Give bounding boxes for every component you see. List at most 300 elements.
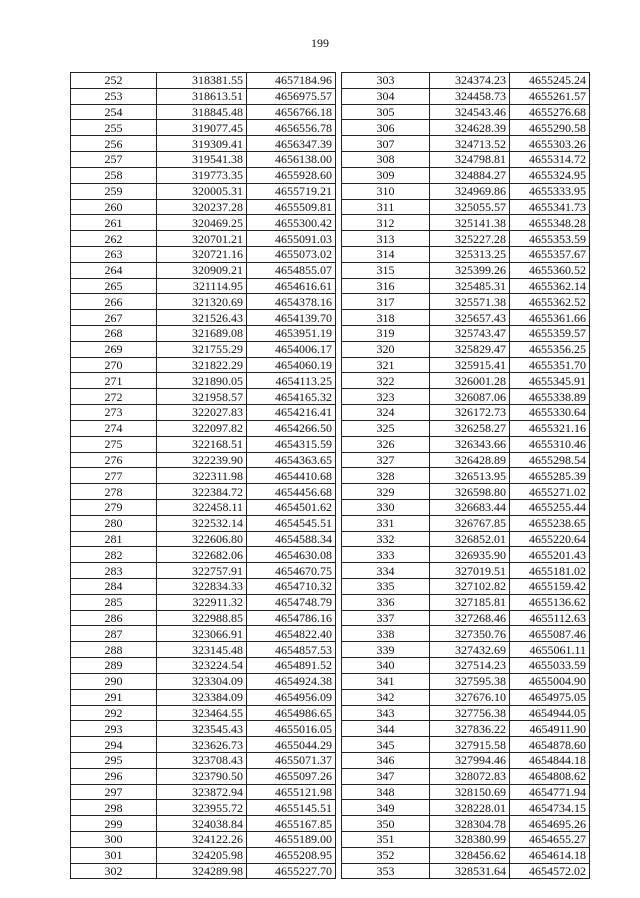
x-coordinate-cell: 328456.62 xyxy=(430,847,510,863)
point-number-cell: 304 xyxy=(342,88,430,104)
x-coordinate-cell: 327268.46 xyxy=(430,610,510,626)
y-coordinate-cell: 4655087.46 xyxy=(510,626,590,642)
point-number-cell: 288 xyxy=(71,642,157,658)
x-coordinate-cell: 328072.83 xyxy=(430,768,510,784)
y-coordinate-cell: 4655314.72 xyxy=(510,152,590,168)
x-coordinate-cell: 321755.29 xyxy=(157,341,247,357)
y-coordinate-cell: 4655071.37 xyxy=(247,752,336,768)
y-coordinate-cell: 4655362.14 xyxy=(510,278,590,294)
x-coordinate-cell: 323464.55 xyxy=(157,705,247,721)
y-coordinate-cell: 4655061.11 xyxy=(510,642,590,658)
x-coordinate-cell: 326258.27 xyxy=(430,420,510,436)
table-row xyxy=(71,737,336,753)
point-number-cell: 344 xyxy=(342,721,430,737)
x-coordinate-cell: 322027.83 xyxy=(157,405,247,421)
x-coordinate-cell: 326087.06 xyxy=(430,389,510,405)
x-coordinate-cell: 325829.47 xyxy=(430,341,510,357)
x-coordinate-cell: 327019.51 xyxy=(430,563,510,579)
point-number-cell: 306 xyxy=(342,120,430,136)
y-coordinate-cell: 4655238.65 xyxy=(510,515,590,531)
table-row xyxy=(342,405,590,421)
table-row xyxy=(71,673,336,689)
y-coordinate-cell: 4654113.25 xyxy=(247,373,336,389)
point-number-cell: 325 xyxy=(342,420,430,436)
point-number-cell: 305 xyxy=(342,104,430,120)
table-row xyxy=(342,294,590,310)
x-coordinate-cell: 328380.99 xyxy=(430,832,510,848)
y-coordinate-cell: 4655341.73 xyxy=(510,199,590,215)
x-coordinate-cell: 324543.46 xyxy=(430,104,510,120)
x-coordinate-cell: 323304.09 xyxy=(157,673,247,689)
x-coordinate-cell: 324798.81 xyxy=(430,152,510,168)
table-row xyxy=(71,784,336,800)
point-number-cell: 307 xyxy=(342,136,430,152)
point-number-cell: 337 xyxy=(342,610,430,626)
point-number-cell: 299 xyxy=(71,816,157,832)
y-coordinate-cell: 4654545.51 xyxy=(247,515,336,531)
y-coordinate-cell: 4654822.40 xyxy=(247,626,336,642)
y-coordinate-cell: 4654378.16 xyxy=(247,294,336,310)
point-number-cell: 286 xyxy=(71,610,157,626)
y-coordinate-cell: 4654748.79 xyxy=(247,594,336,610)
table-row xyxy=(71,88,336,104)
x-coordinate-cell: 323545.43 xyxy=(157,721,247,737)
table-row xyxy=(342,768,590,784)
table-row xyxy=(342,689,590,705)
x-coordinate-cell: 322532.14 xyxy=(157,515,247,531)
x-coordinate-cell: 325485.31 xyxy=(430,278,510,294)
x-coordinate-cell: 322834.33 xyxy=(157,579,247,595)
x-coordinate-cell: 323872.94 xyxy=(157,784,247,800)
table-row xyxy=(71,452,336,468)
y-coordinate-cell: 4654670.75 xyxy=(247,563,336,579)
y-coordinate-cell: 4655351.70 xyxy=(510,357,590,373)
point-number-cell: 280 xyxy=(71,515,157,531)
x-coordinate-cell: 319773.35 xyxy=(157,167,247,183)
x-coordinate-cell: 325571.38 xyxy=(430,294,510,310)
point-number-cell: 321 xyxy=(342,357,430,373)
x-coordinate-cell: 325313.25 xyxy=(430,246,510,262)
x-coordinate-cell: 321958.57 xyxy=(157,389,247,405)
table-row xyxy=(71,310,336,326)
x-coordinate-cell: 326172.73 xyxy=(430,405,510,421)
point-number-cell: 282 xyxy=(71,547,157,563)
point-number-cell: 347 xyxy=(342,768,430,784)
coordinates-table-right xyxy=(341,72,590,879)
y-coordinate-cell: 4654944.05 xyxy=(510,705,590,721)
y-coordinate-cell: 4654165.32 xyxy=(247,389,336,405)
y-coordinate-cell: 4654734.15 xyxy=(510,800,590,816)
table-row xyxy=(342,215,590,231)
table-row xyxy=(71,120,336,136)
x-coordinate-cell: 323626.73 xyxy=(157,737,247,753)
y-coordinate-cell: 4654572.02 xyxy=(510,863,590,879)
y-coordinate-cell: 4654855.07 xyxy=(247,262,336,278)
point-number-cell: 343 xyxy=(342,705,430,721)
table-row xyxy=(342,136,590,152)
y-coordinate-cell: 4655201.43 xyxy=(510,547,590,563)
x-coordinate-cell: 320721.16 xyxy=(157,246,247,262)
point-number-cell: 264 xyxy=(71,262,157,278)
y-coordinate-cell: 4655091.03 xyxy=(247,231,336,247)
table-row xyxy=(71,294,336,310)
point-number-cell: 349 xyxy=(342,800,430,816)
y-coordinate-cell: 4656138.00 xyxy=(247,152,336,168)
x-coordinate-cell: 328304.78 xyxy=(430,816,510,832)
point-number-cell: 336 xyxy=(342,594,430,610)
y-coordinate-cell: 4655016.05 xyxy=(247,721,336,737)
point-number-cell: 303 xyxy=(342,73,430,89)
point-number-cell: 342 xyxy=(342,689,430,705)
y-coordinate-cell: 4655271.02 xyxy=(510,484,590,500)
point-number-cell: 267 xyxy=(71,310,157,326)
y-coordinate-cell: 4654315.59 xyxy=(247,436,336,452)
point-number-cell: 276 xyxy=(71,452,157,468)
x-coordinate-cell: 324628.39 xyxy=(430,120,510,136)
x-coordinate-cell: 323066.91 xyxy=(157,626,247,642)
y-coordinate-cell: 4654060.19 xyxy=(247,357,336,373)
point-number-cell: 252 xyxy=(71,73,157,89)
x-coordinate-cell: 323384.09 xyxy=(157,689,247,705)
table-row xyxy=(342,847,590,863)
table-row xyxy=(342,420,590,436)
y-coordinate-cell: 4655136.62 xyxy=(510,594,590,610)
point-number-cell: 339 xyxy=(342,642,430,658)
table-row xyxy=(342,484,590,500)
x-coordinate-cell: 327676.10 xyxy=(430,689,510,705)
x-coordinate-cell: 326935.90 xyxy=(430,547,510,563)
point-number-cell: 326 xyxy=(342,436,430,452)
y-coordinate-cell: 4655303.26 xyxy=(510,136,590,152)
point-number-cell: 320 xyxy=(342,341,430,357)
y-coordinate-cell: 4655261.57 xyxy=(510,88,590,104)
point-number-cell: 301 xyxy=(71,847,157,863)
y-coordinate-cell: 4654630.08 xyxy=(247,547,336,563)
table-row xyxy=(71,642,336,658)
point-number-cell: 257 xyxy=(71,152,157,168)
point-number-cell: 260 xyxy=(71,199,157,215)
table-row xyxy=(342,357,590,373)
point-number-cell: 261 xyxy=(71,215,157,231)
point-number-cell: 270 xyxy=(71,357,157,373)
point-number-cell: 308 xyxy=(342,152,430,168)
table-row xyxy=(71,658,336,674)
y-coordinate-cell: 4655360.52 xyxy=(510,262,590,278)
table-row xyxy=(342,278,590,294)
x-coordinate-cell: 324713.52 xyxy=(430,136,510,152)
point-number-cell: 331 xyxy=(342,515,430,531)
y-coordinate-cell: 4654266.50 xyxy=(247,420,336,436)
x-coordinate-cell: 326343.66 xyxy=(430,436,510,452)
table-row xyxy=(342,863,590,879)
table-row xyxy=(342,468,590,484)
table-row xyxy=(71,357,336,373)
table-row xyxy=(342,341,590,357)
table-row xyxy=(71,563,336,579)
x-coordinate-cell: 324122.26 xyxy=(157,832,247,848)
x-coordinate-cell: 326513.95 xyxy=(430,468,510,484)
table-row xyxy=(342,515,590,531)
point-number-cell: 278 xyxy=(71,484,157,500)
table-row xyxy=(71,436,336,452)
point-number-cell: 319 xyxy=(342,326,430,342)
y-coordinate-cell: 4655348.28 xyxy=(510,215,590,231)
point-number-cell: 296 xyxy=(71,768,157,784)
x-coordinate-cell: 320005.31 xyxy=(157,183,247,199)
y-coordinate-cell: 4655145.51 xyxy=(247,800,336,816)
table-row xyxy=(71,752,336,768)
y-coordinate-cell: 4655290.58 xyxy=(510,120,590,136)
y-coordinate-cell: 4655719.21 xyxy=(247,183,336,199)
y-coordinate-cell: 4655033.59 xyxy=(510,658,590,674)
point-number-cell: 266 xyxy=(71,294,157,310)
point-number-cell: 315 xyxy=(342,262,430,278)
point-number-cell: 297 xyxy=(71,784,157,800)
y-coordinate-cell: 4655300.42 xyxy=(247,215,336,231)
table-row xyxy=(71,167,336,183)
y-coordinate-cell: 4654911.90 xyxy=(510,721,590,737)
x-coordinate-cell: 326683.44 xyxy=(430,499,510,515)
y-coordinate-cell: 4654456.68 xyxy=(247,484,336,500)
table-row xyxy=(342,262,590,278)
point-number-cell: 281 xyxy=(71,531,157,547)
point-number-cell: 272 xyxy=(71,389,157,405)
point-number-cell: 352 xyxy=(342,847,430,863)
x-coordinate-cell: 323224.54 xyxy=(157,658,247,674)
x-coordinate-cell: 320701.21 xyxy=(157,231,247,247)
x-coordinate-cell: 326767.85 xyxy=(430,515,510,531)
table-row xyxy=(71,326,336,342)
y-coordinate-cell: 4654501.62 xyxy=(247,499,336,515)
point-number-cell: 300 xyxy=(71,832,157,848)
table-row xyxy=(342,673,590,689)
y-coordinate-cell: 4655276.68 xyxy=(510,104,590,120)
y-coordinate-cell: 4654878.60 xyxy=(510,737,590,753)
table-row xyxy=(71,420,336,436)
y-coordinate-cell: 4655338.89 xyxy=(510,389,590,405)
y-coordinate-cell: 4655121.98 xyxy=(247,784,336,800)
table-row xyxy=(342,436,590,452)
point-number-cell: 294 xyxy=(71,737,157,753)
table-row xyxy=(71,468,336,484)
y-coordinate-cell: 4654844.18 xyxy=(510,752,590,768)
y-coordinate-cell: 4654588.34 xyxy=(247,531,336,547)
point-number-cell: 353 xyxy=(342,863,430,879)
x-coordinate-cell: 326852.01 xyxy=(430,531,510,547)
table-row xyxy=(71,547,336,563)
x-coordinate-cell: 325055.57 xyxy=(430,199,510,215)
y-coordinate-cell: 4654695.26 xyxy=(510,816,590,832)
x-coordinate-cell: 322606.80 xyxy=(157,531,247,547)
x-coordinate-cell: 321689.08 xyxy=(157,326,247,342)
y-coordinate-cell: 4655362.52 xyxy=(510,294,590,310)
point-number-cell: 279 xyxy=(71,499,157,515)
x-coordinate-cell: 325915.41 xyxy=(430,357,510,373)
table-row xyxy=(342,594,590,610)
table-row xyxy=(342,246,590,262)
y-coordinate-cell: 4654808.62 xyxy=(510,768,590,784)
x-coordinate-cell: 324038.84 xyxy=(157,816,247,832)
x-coordinate-cell: 325743.47 xyxy=(430,326,510,342)
y-coordinate-cell: 4655353.59 xyxy=(510,231,590,247)
point-number-cell: 277 xyxy=(71,468,157,484)
table-row xyxy=(71,183,336,199)
y-coordinate-cell: 4655356.25 xyxy=(510,341,590,357)
x-coordinate-cell: 322757.91 xyxy=(157,563,247,579)
point-number-cell: 309 xyxy=(342,167,430,183)
table-row xyxy=(71,73,336,89)
point-number-cell: 292 xyxy=(71,705,157,721)
y-coordinate-cell: 4654616.61 xyxy=(247,278,336,294)
table-row xyxy=(342,563,590,579)
point-number-cell: 255 xyxy=(71,120,157,136)
x-coordinate-cell: 324205.98 xyxy=(157,847,247,863)
point-number-cell: 346 xyxy=(342,752,430,768)
table-row xyxy=(71,231,336,247)
table-row xyxy=(342,531,590,547)
point-number-cell: 293 xyxy=(71,721,157,737)
table-row xyxy=(342,579,590,595)
y-coordinate-cell: 4655189.00 xyxy=(247,832,336,848)
table-row xyxy=(71,373,336,389)
point-number-cell: 295 xyxy=(71,752,157,768)
y-coordinate-cell: 4655073.02 xyxy=(247,246,336,262)
table-row xyxy=(342,784,590,800)
x-coordinate-cell: 321320.69 xyxy=(157,294,247,310)
x-coordinate-cell: 324289.98 xyxy=(157,863,247,879)
point-number-cell: 283 xyxy=(71,563,157,579)
table-row xyxy=(71,246,336,262)
table-row xyxy=(71,136,336,152)
point-number-cell: 350 xyxy=(342,816,430,832)
x-coordinate-cell: 327994.46 xyxy=(430,752,510,768)
y-coordinate-cell: 4655359.57 xyxy=(510,326,590,342)
x-coordinate-cell: 321114.95 xyxy=(157,278,247,294)
table-row xyxy=(342,373,590,389)
point-number-cell: 340 xyxy=(342,658,430,674)
point-number-cell: 345 xyxy=(342,737,430,753)
table-row xyxy=(71,847,336,863)
x-coordinate-cell: 318613.51 xyxy=(157,88,247,104)
point-number-cell: 312 xyxy=(342,215,430,231)
table-row xyxy=(71,152,336,168)
x-coordinate-cell: 322097.82 xyxy=(157,420,247,436)
point-number-cell: 333 xyxy=(342,547,430,563)
x-coordinate-cell: 327514.23 xyxy=(430,658,510,674)
point-number-cell: 317 xyxy=(342,294,430,310)
table-row xyxy=(71,610,336,626)
y-coordinate-cell: 4654006.17 xyxy=(247,341,336,357)
point-number-cell: 274 xyxy=(71,420,157,436)
coordinates-table-left xyxy=(70,72,336,879)
x-coordinate-cell: 327756.38 xyxy=(430,705,510,721)
point-number-cell: 324 xyxy=(342,405,430,421)
x-coordinate-cell: 326428.89 xyxy=(430,452,510,468)
x-coordinate-cell: 324374.23 xyxy=(430,73,510,89)
x-coordinate-cell: 320469.25 xyxy=(157,215,247,231)
point-number-cell: 271 xyxy=(71,373,157,389)
table-row xyxy=(342,626,590,642)
table-row xyxy=(342,832,590,848)
table-row xyxy=(71,515,336,531)
table-row xyxy=(71,721,336,737)
y-coordinate-cell: 4654924.38 xyxy=(247,673,336,689)
y-coordinate-cell: 4656556.78 xyxy=(247,120,336,136)
x-coordinate-cell: 327836.22 xyxy=(430,721,510,737)
x-coordinate-cell: 321526.43 xyxy=(157,310,247,326)
x-coordinate-cell: 323790.50 xyxy=(157,768,247,784)
point-number-cell: 313 xyxy=(342,231,430,247)
point-number-cell: 263 xyxy=(71,246,157,262)
point-number-cell: 335 xyxy=(342,579,430,595)
y-coordinate-cell: 4655345.91 xyxy=(510,373,590,389)
table-row xyxy=(342,610,590,626)
point-number-cell: 265 xyxy=(71,278,157,294)
table-row xyxy=(342,167,590,183)
y-coordinate-cell: 4655330.64 xyxy=(510,405,590,421)
x-coordinate-cell: 324458.73 xyxy=(430,88,510,104)
table-row xyxy=(71,689,336,705)
y-coordinate-cell: 4655285.39 xyxy=(510,468,590,484)
table-row xyxy=(342,658,590,674)
x-coordinate-cell: 328228.01 xyxy=(430,800,510,816)
x-coordinate-cell: 322311.98 xyxy=(157,468,247,484)
x-coordinate-cell: 321822.29 xyxy=(157,357,247,373)
y-coordinate-cell: 4654986.65 xyxy=(247,705,336,721)
x-coordinate-cell: 319077.45 xyxy=(157,120,247,136)
point-number-cell: 341 xyxy=(342,673,430,689)
table-row xyxy=(342,310,590,326)
table-row xyxy=(71,262,336,278)
x-coordinate-cell: 327185.81 xyxy=(430,594,510,610)
point-number-cell: 316 xyxy=(342,278,430,294)
x-coordinate-cell: 326001.28 xyxy=(430,373,510,389)
table-row xyxy=(71,816,336,832)
table-row xyxy=(342,152,590,168)
x-coordinate-cell: 322239.90 xyxy=(157,452,247,468)
y-coordinate-cell: 4654410.68 xyxy=(247,468,336,484)
y-coordinate-cell: 4655509.81 xyxy=(247,199,336,215)
table-row xyxy=(71,104,336,120)
x-coordinate-cell: 320909.21 xyxy=(157,262,247,278)
y-coordinate-cell: 4656347.39 xyxy=(247,136,336,152)
y-coordinate-cell: 4654710.32 xyxy=(247,579,336,595)
table-row xyxy=(342,721,590,737)
table-row xyxy=(342,499,590,515)
x-coordinate-cell: 322682.06 xyxy=(157,547,247,563)
point-number-cell: 287 xyxy=(71,626,157,642)
table-row xyxy=(342,73,590,89)
x-coordinate-cell: 319309.41 xyxy=(157,136,247,152)
y-coordinate-cell: 4655097.26 xyxy=(247,768,336,784)
table-row xyxy=(71,199,336,215)
table-row xyxy=(342,104,590,120)
y-coordinate-cell: 4655044.29 xyxy=(247,737,336,753)
y-coordinate-cell: 4655181.02 xyxy=(510,563,590,579)
x-coordinate-cell: 322168.51 xyxy=(157,436,247,452)
table-row xyxy=(342,642,590,658)
y-coordinate-cell: 4655112.63 xyxy=(510,610,590,626)
x-coordinate-cell: 322384.72 xyxy=(157,484,247,500)
y-coordinate-cell: 4654655.27 xyxy=(510,832,590,848)
x-coordinate-cell: 325399.26 xyxy=(430,262,510,278)
point-number-cell: 291 xyxy=(71,689,157,705)
x-coordinate-cell: 325141.38 xyxy=(430,215,510,231)
table-row xyxy=(71,341,336,357)
y-coordinate-cell: 4654857.53 xyxy=(247,642,336,658)
x-coordinate-cell: 322988.85 xyxy=(157,610,247,626)
table-row xyxy=(71,499,336,515)
